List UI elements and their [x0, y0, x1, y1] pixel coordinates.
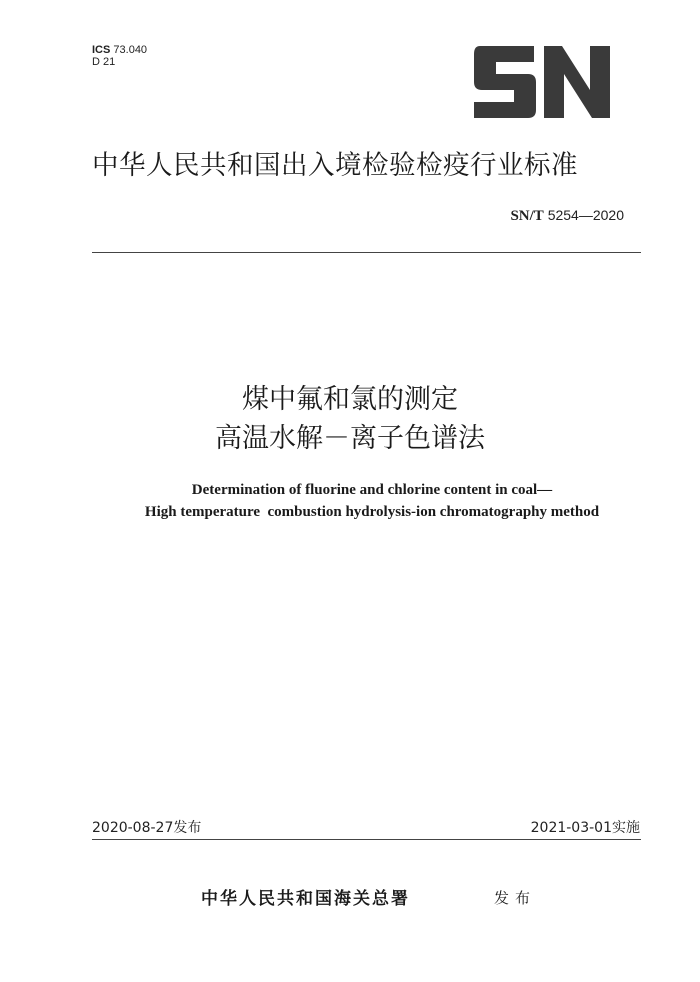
standard-code: 5254—2020 [547, 207, 624, 223]
standard-prefix: SN/T [510, 208, 544, 224]
standard-number [510, 207, 624, 225]
implementation-date: 2021-03-01实施 [530, 820, 640, 836]
publish-word: 发布 [494, 889, 537, 907]
ics-code: 73.040 [113, 44, 148, 56]
cn-title-line1: 煤中氟和氯的测定 [242, 384, 458, 415]
divider-bottom [92, 839, 641, 840]
ics-line [92, 44, 147, 56]
cn-title-line2: 高温水解－离子色谱法 [215, 423, 485, 454]
divider-top [92, 252, 641, 253]
sn-logo [474, 46, 610, 118]
en-title-line2: High temperature combustion hydrolysis-ion chromatography method [144, 504, 600, 520]
org-title: 中华人民共和国出入境检验检疫行业标准 [92, 150, 578, 181]
en-title-line1: Determination of fluorine and chlorine content in coal— [191, 482, 553, 498]
classification-codes [92, 44, 147, 68]
ics-label: ICS [92, 44, 111, 56]
publisher: 中华人民共和国海关总署 [201, 889, 410, 909]
logo-letter-n [544, 46, 610, 118]
logo-letter-s [474, 46, 536, 118]
ccs-code: D 21 [92, 56, 116, 68]
issue-date: 2020-08-27发布 [92, 820, 202, 836]
